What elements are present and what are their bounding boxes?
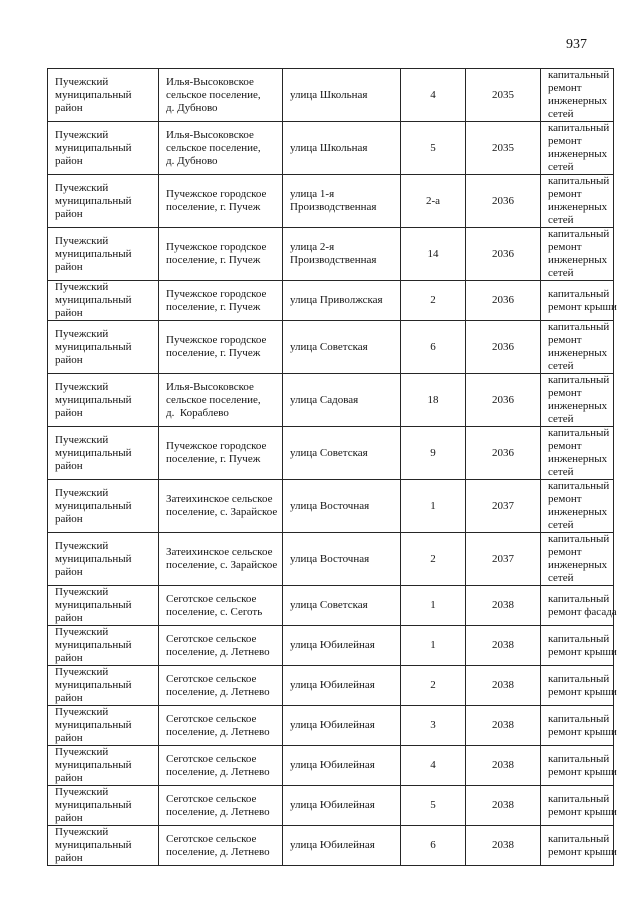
cell-work-type: капитальный ремонт инженерных сетей bbox=[541, 321, 614, 374]
table-row bbox=[48, 826, 614, 866]
cell-street: улица Школьная bbox=[283, 69, 401, 122]
cell-year: 2037 bbox=[466, 533, 541, 586]
cell-district: Пучежский муниципальный район bbox=[48, 228, 159, 281]
cell-settlement: Сеготское сельское поселение, с. Сеготь bbox=[159, 586, 283, 626]
cell-year: 2036 bbox=[466, 427, 541, 480]
cell-district: Пучежский муниципальный район bbox=[48, 826, 159, 866]
cell-street: улица Юбилейная bbox=[283, 826, 401, 866]
table-row bbox=[48, 122, 614, 175]
repair-schedule-table bbox=[47, 68, 617, 866]
cell-work-type: капитальный ремонт инженерных сетей bbox=[541, 69, 614, 122]
cell-house-number: 4 bbox=[401, 69, 466, 122]
cell-work-type: капитальный ремонт инженерных сетей bbox=[541, 427, 614, 480]
cell-year: 2038 bbox=[466, 586, 541, 626]
cell-house-number: 5 bbox=[401, 786, 466, 826]
cell-settlement: Пучежское городское поселение, г. Пучеж bbox=[159, 321, 283, 374]
cell-street: улица Приволжская bbox=[283, 281, 401, 321]
cell-district: Пучежский муниципальный район bbox=[48, 175, 159, 228]
table-row bbox=[48, 626, 614, 666]
cell-year: 2038 bbox=[466, 746, 541, 786]
cell-house-number: 6 bbox=[401, 826, 466, 866]
cell-settlement: Сеготское сельское поселение, д. Летнево bbox=[159, 706, 283, 746]
cell-house-number: 1 bbox=[401, 626, 466, 666]
cell-settlement: Сеготское сельское поселение, д. Летнево bbox=[159, 746, 283, 786]
cell-work-type: капитальный ремонт инженерных сетей bbox=[541, 480, 614, 533]
page-number: 937 bbox=[566, 37, 587, 52]
cell-district: Пучежский муниципальный район bbox=[48, 626, 159, 666]
table-row bbox=[48, 175, 614, 228]
cell-district: Пучежский муниципальный район bbox=[48, 533, 159, 586]
cell-district: Пучежский муниципальный район bbox=[48, 321, 159, 374]
cell-work-type: капитальный ремонт крыши bbox=[541, 626, 614, 666]
cell-year: 2038 bbox=[466, 826, 541, 866]
cell-year: 2038 bbox=[466, 666, 541, 706]
cell-district: Пучежский муниципальный район bbox=[48, 281, 159, 321]
cell-work-type: капитальный ремонт крыши bbox=[541, 826, 614, 866]
cell-district: Пучежский муниципальный район bbox=[48, 706, 159, 746]
cell-work-type: капитальный ремонт крыши bbox=[541, 746, 614, 786]
cell-year: 2038 bbox=[466, 786, 541, 826]
cell-house-number: 2 bbox=[401, 666, 466, 706]
cell-settlement: Пучежское городское поселение, г. Пучеж bbox=[159, 228, 283, 281]
cell-street: улица Юбилейная bbox=[283, 706, 401, 746]
cell-work-type: капитальный ремонт крыши bbox=[541, 666, 614, 706]
cell-house-number: 2 bbox=[401, 281, 466, 321]
cell-work-type: капитальный ремонт инженерных сетей bbox=[541, 228, 614, 281]
table-row bbox=[48, 281, 614, 321]
table-row bbox=[48, 374, 614, 427]
cell-year: 2036 bbox=[466, 281, 541, 321]
cell-house-number: 5 bbox=[401, 122, 466, 175]
table-row bbox=[48, 228, 614, 281]
cell-street: улица Юбилейная bbox=[283, 746, 401, 786]
cell-year: 2037 bbox=[466, 480, 541, 533]
cell-work-type: капитальный ремонт инженерных сетей bbox=[541, 175, 614, 228]
cell-street: улица Советская bbox=[283, 427, 401, 480]
cell-year: 2035 bbox=[466, 69, 541, 122]
cell-settlement: Пучежское городское поселение, г. Пучеж bbox=[159, 427, 283, 480]
cell-house-number: 1 bbox=[401, 480, 466, 533]
table-row bbox=[48, 666, 614, 706]
cell-work-type: капитальный ремонт инженерных сетей bbox=[541, 374, 614, 427]
cell-year: 2038 bbox=[466, 706, 541, 746]
cell-settlement: Сеготское сельское поселение, д. Летнево bbox=[159, 626, 283, 666]
cell-street: улица Юбилейная bbox=[283, 786, 401, 826]
cell-year: 2036 bbox=[466, 321, 541, 374]
cell-year: 2036 bbox=[466, 374, 541, 427]
cell-district: Пучежский муниципальный район bbox=[48, 746, 159, 786]
cell-settlement: Сеготское сельское поселение, д. Летнево bbox=[159, 826, 283, 866]
cell-settlement: Илья-Высоковское сельское поселение, д. Дубново bbox=[159, 69, 283, 122]
cell-settlement: Илья-Высоковское сельское поселение, д. Кораблево bbox=[159, 374, 283, 427]
table-row bbox=[48, 706, 614, 746]
cell-street: улица 1-я Производственная bbox=[283, 175, 401, 228]
table-row bbox=[48, 480, 614, 533]
table-row bbox=[48, 586, 614, 626]
cell-district: Пучежский муниципальный район bbox=[48, 586, 159, 626]
cell-house-number: 6 bbox=[401, 321, 466, 374]
table-row bbox=[48, 746, 614, 786]
cell-settlement: Сеготское сельское поселение, д. Летнево bbox=[159, 786, 283, 826]
cell-work-type: капитальный ремонт крыши bbox=[541, 706, 614, 746]
cell-house-number: 2-а bbox=[401, 175, 466, 228]
cell-house-number: 2 bbox=[401, 533, 466, 586]
cell-settlement: Затеихинское сельское поселение, с. Зарайское bbox=[159, 480, 283, 533]
cell-settlement: Илья-Высоковское сельское поселение, д. Дубново bbox=[159, 122, 283, 175]
cell-house-number: 18 bbox=[401, 374, 466, 427]
cell-year: 2035 bbox=[466, 122, 541, 175]
cell-work-type: капитальный ремонт инженерных сетей bbox=[541, 533, 614, 586]
cell-street: улица Садовая bbox=[283, 374, 401, 427]
cell-district: Пучежский муниципальный район bbox=[48, 122, 159, 175]
cell-house-number: 3 bbox=[401, 706, 466, 746]
cell-work-type: капитальный ремонт инженерных сетей bbox=[541, 122, 614, 175]
cell-settlement: Затеихинское сельское поселение, с. Зарайское bbox=[159, 533, 283, 586]
cell-house-number: 1 bbox=[401, 586, 466, 626]
cell-work-type: капитальный ремонт крыши bbox=[541, 786, 614, 826]
table-row bbox=[48, 321, 614, 374]
cell-district: Пучежский муниципальный район bbox=[48, 480, 159, 533]
cell-district: Пучежский муниципальный район bbox=[48, 666, 159, 706]
cell-street: улица Юбилейная bbox=[283, 666, 401, 706]
cell-year: 2038 bbox=[466, 626, 541, 666]
cell-district: Пучежский муниципальный район bbox=[48, 374, 159, 427]
cell-settlement: Сеготское сельское поселение, д. Летнево bbox=[159, 666, 283, 706]
table-row bbox=[48, 533, 614, 586]
cell-street: улица Школьная bbox=[283, 122, 401, 175]
cell-year: 2036 bbox=[466, 228, 541, 281]
cell-work-type: капитальный ремонт фасада bbox=[541, 586, 614, 626]
cell-district: Пучежский муниципальный район bbox=[48, 786, 159, 826]
table-body bbox=[48, 69, 617, 866]
cell-district: Пучежский муниципальный район bbox=[48, 427, 159, 480]
cell-street: улица Советская bbox=[283, 586, 401, 626]
cell-street: улица 2-я Производственная bbox=[283, 228, 401, 281]
cell-district: Пучежский муниципальный район bbox=[48, 69, 159, 122]
cell-house-number: 4 bbox=[401, 746, 466, 786]
cell-work-type: капитальный ремонт крыши bbox=[541, 281, 614, 321]
cell-settlement: Пучежское городское поселение, г. Пучеж bbox=[159, 281, 283, 321]
cell-street: улица Советская bbox=[283, 321, 401, 374]
table-row bbox=[48, 786, 614, 826]
cell-settlement: Пучежское городское поселение, г. Пучеж bbox=[159, 175, 283, 228]
cell-street: улица Восточная bbox=[283, 480, 401, 533]
table-row bbox=[48, 69, 614, 122]
table-row bbox=[48, 427, 614, 480]
cell-house-number: 9 bbox=[401, 427, 466, 480]
cell-year: 2036 bbox=[466, 175, 541, 228]
cell-house-number: 14 bbox=[401, 228, 466, 281]
cell-street: улица Юбилейная bbox=[283, 626, 401, 666]
cell-street: улица Восточная bbox=[283, 533, 401, 586]
